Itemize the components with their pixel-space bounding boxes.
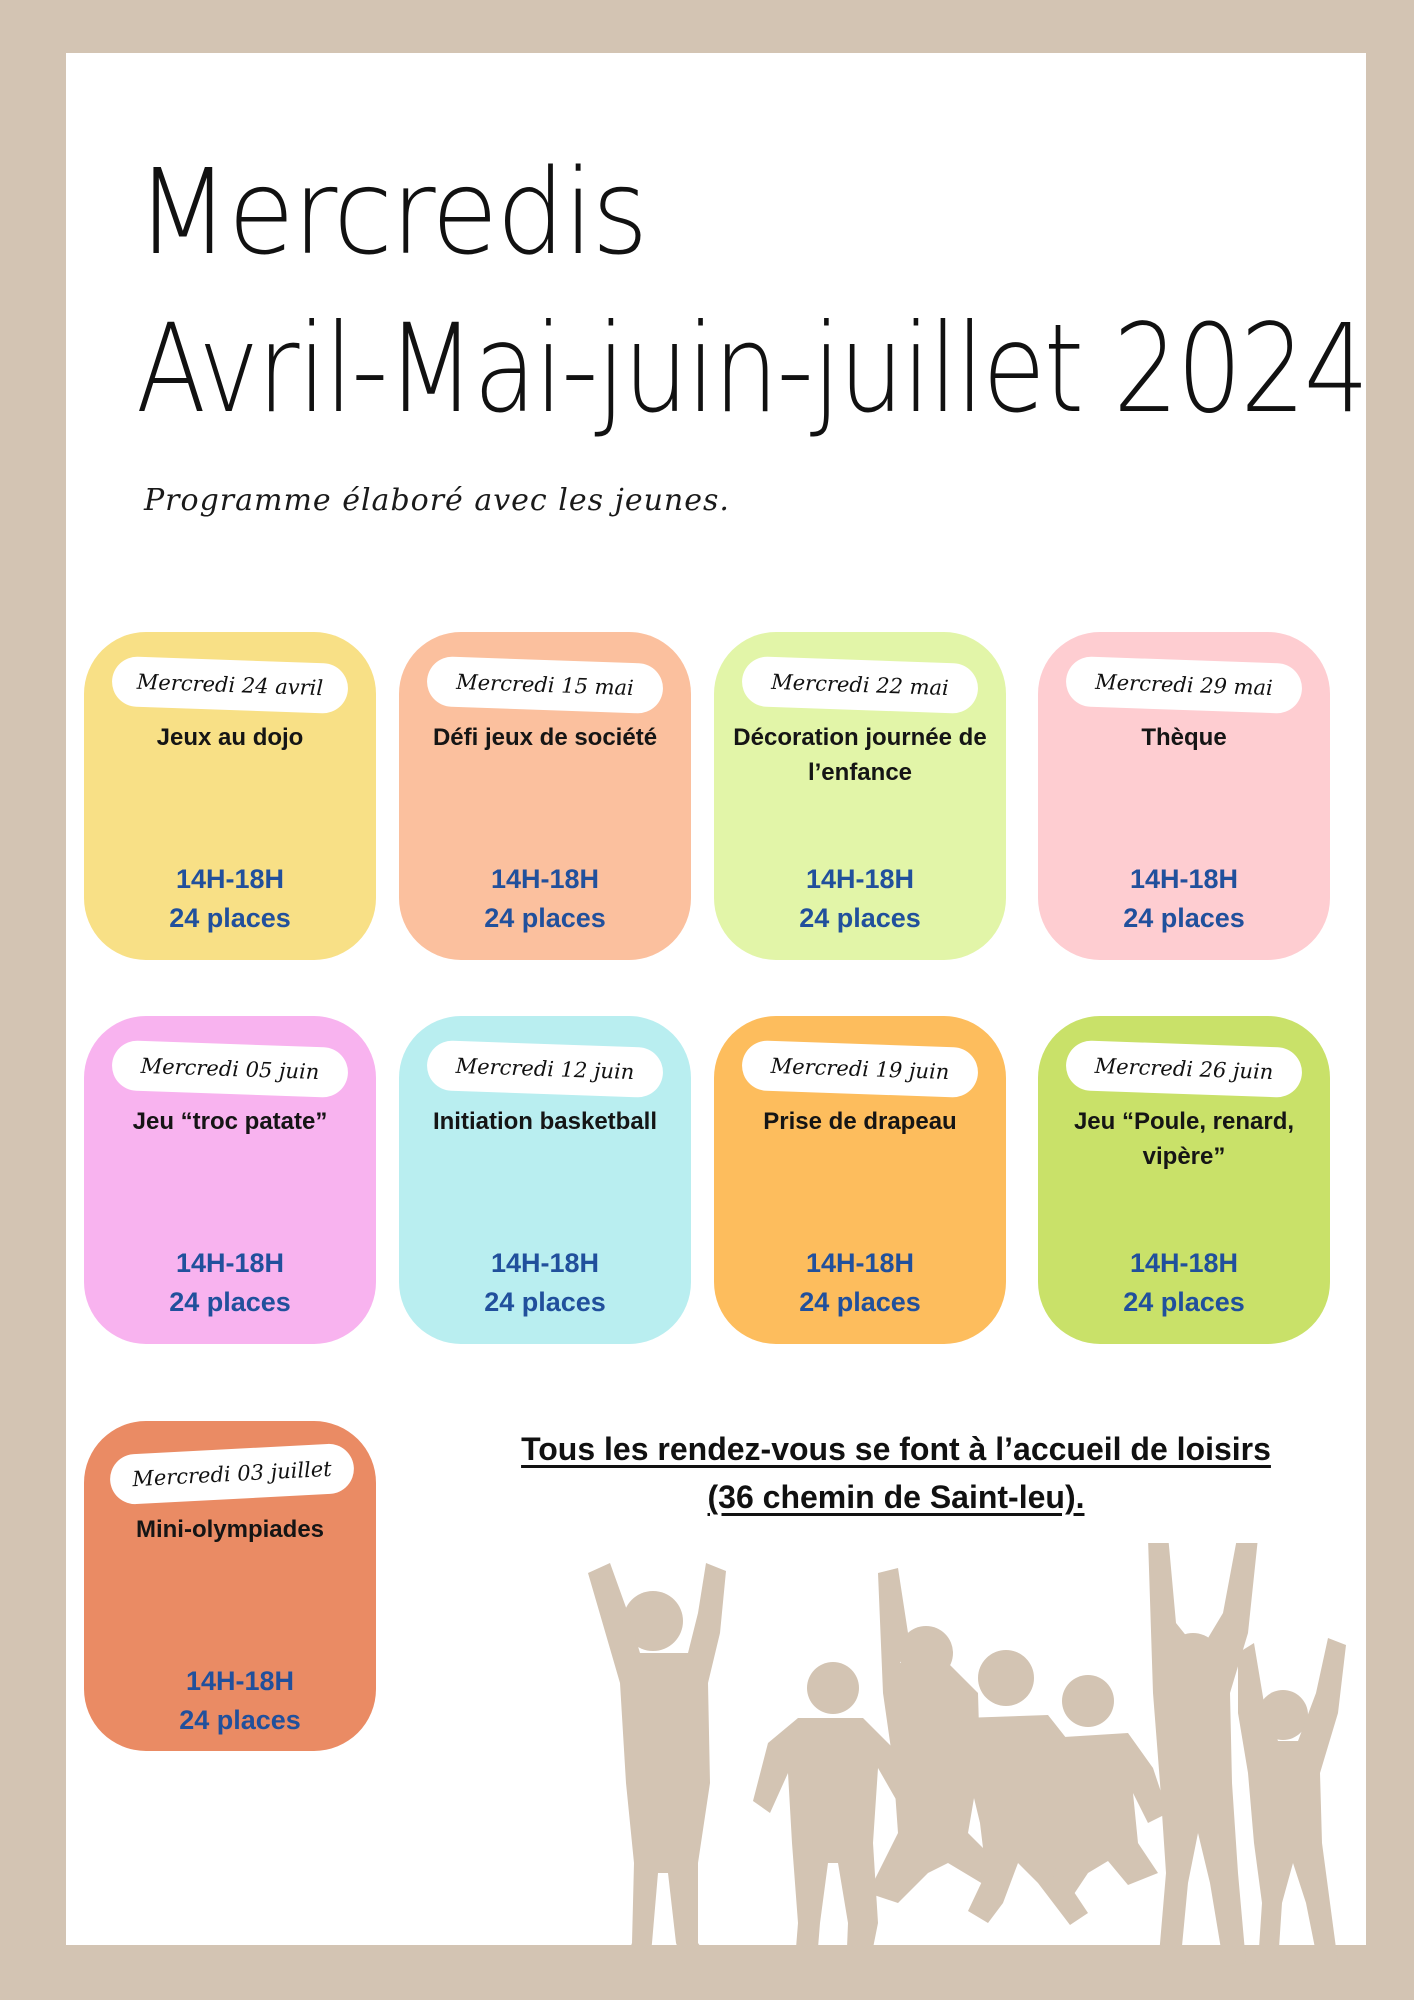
date-pill: Mercredi 24 avril <box>111 656 349 714</box>
meeting-point-line-1: Tous les rendez-vous se font à l’accueil de loisirs <box>521 1431 1271 1467</box>
activity-label: Défi jeux de société <box>432 724 658 751</box>
hours-label: 14H-18H <box>185 1666 295 1696</box>
title-line-1: Mercredis <box>136 143 647 281</box>
session-card-24-avril <box>84 632 376 960</box>
places-label: 24 places <box>169 903 291 933</box>
activity-label: Prise de drapeau <box>763 1108 957 1135</box>
schedule <box>104 1662 376 1740</box>
silhouette-illustration <box>548 1543 1368 1983</box>
date-pill: Mercredi 03 juillet <box>109 1443 355 1506</box>
schedule <box>714 860 1006 938</box>
activity-label: Initiation basketball <box>432 1108 658 1135</box>
activity-label: Jeu “Poule, renard, vipère” <box>1073 1108 1295 1170</box>
schedule <box>1038 1244 1330 1322</box>
activity-label: Mini-olympiades <box>135 1516 325 1543</box>
jumping-kids-silhouette <box>548 1543 1368 1983</box>
places-label: 24 places <box>484 903 606 933</box>
date-pill: Mercredi 12 juin <box>426 1040 664 1098</box>
places-label: 24 places <box>484 1287 606 1317</box>
session-card-29-mai <box>1038 632 1330 960</box>
hours-label: 14H-18H <box>175 1248 285 1278</box>
activity-label: Jeu “troc patate” <box>132 1108 328 1135</box>
session-card-15-mai <box>399 632 691 960</box>
hours-label: 14H-18H <box>1129 1248 1239 1278</box>
hours-label: 14H-18H <box>1129 864 1239 894</box>
date-pill: Mercredi 19 juin <box>741 1040 979 1098</box>
schedule <box>714 1244 1006 1322</box>
schedule <box>399 1244 691 1322</box>
date-pill: Mercredi 26 juin <box>1065 1040 1303 1098</box>
date-pill: Mercredi 22 mai <box>741 656 979 714</box>
session-card-19-juin <box>714 1016 1006 1344</box>
title-line-2: Avril-Mai-juin-juillet 2024 <box>136 298 1368 440</box>
places-label: 24 places <box>169 1287 291 1317</box>
session-card-22-mai <box>714 632 1006 960</box>
places-label: 24 places <box>1123 903 1245 933</box>
meeting-point-notice <box>421 1425 1371 1521</box>
hours-label: 14H-18H <box>490 864 600 894</box>
date-pill: Mercredi 15 mai <box>426 656 664 714</box>
hours-label: 14H-18H <box>175 864 285 894</box>
activity-label: Décoration journée de l’enfance <box>733 724 987 786</box>
places-label: 24 places <box>179 1705 301 1735</box>
poster-sheet <box>66 53 1366 1945</box>
places-label: 24 places <box>1123 1287 1245 1317</box>
schedule <box>84 1244 376 1322</box>
schedule <box>1038 860 1330 938</box>
date-pill: Mercredi 05 juin <box>111 1040 349 1098</box>
subtitle: Programme élaboré avec les jeunes. <box>144 483 730 518</box>
hours-label: 14H-18H <box>805 864 915 894</box>
session-card-05-juin <box>84 1016 376 1344</box>
hours-label: 14H-18H <box>490 1248 600 1278</box>
places-label: 24 places <box>799 1287 921 1317</box>
activity-label: Thèque <box>1141 724 1227 751</box>
session-card-03-juillet <box>84 1421 376 1751</box>
meeting-point-address: (36 chemin de Saint-leu). <box>707 1479 1085 1515</box>
session-card-26-juin <box>1038 1016 1330 1344</box>
schedule <box>399 860 691 938</box>
schedule <box>84 860 376 938</box>
activity-label: Jeux au dojo <box>156 724 304 751</box>
date-pill: Mercredi 29 mai <box>1065 656 1303 714</box>
hours-label: 14H-18H <box>805 1248 915 1278</box>
session-card-12-juin <box>399 1016 691 1344</box>
places-label: 24 places <box>799 903 921 933</box>
